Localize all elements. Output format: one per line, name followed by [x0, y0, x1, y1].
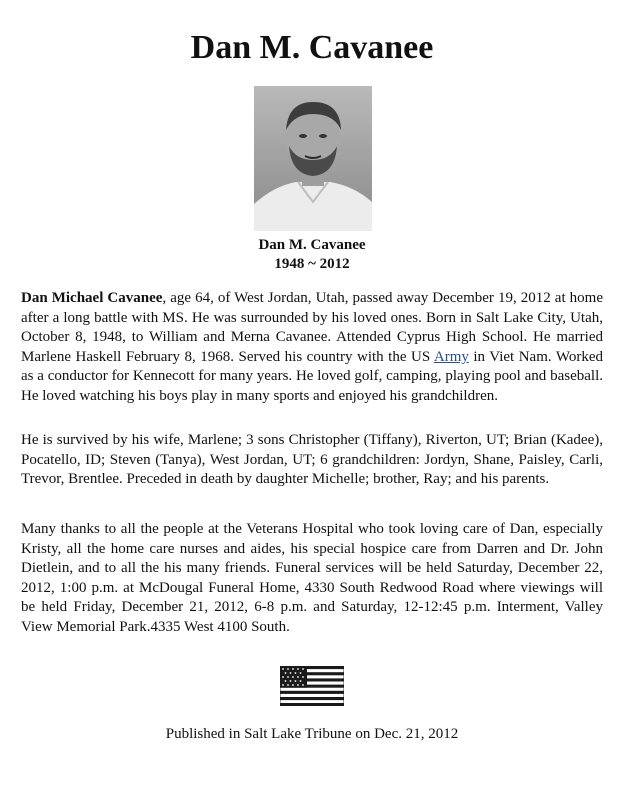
caption-years: 1948 ~ 2012: [274, 256, 350, 272]
army-link[interactable]: Army: [433, 348, 469, 365]
page-title: Dan M. Cavanee: [190, 29, 434, 66]
publication-note: Published in Salt Lake Tribune on Dec. 21, 2012: [165, 726, 459, 742]
photo-caption: [0, 236, 624, 274]
american-flag-icon: [280, 666, 344, 706]
obituary-paragraph-1: [21, 289, 603, 407]
paragraph-1-text-a: , age 64, of West Jordan, Utah, passed away December 19, 2012 at home after a long battle with MS. He was surrounded by his loved ones. Born in Salt Lake City, Utah, October 8, 1948, to William and Merna Cavanee. Attended Cyprus High School. He married Marlene Haskell February 8, 1968. Served his country with the US: [21, 290, 603, 365]
paragraph-1-text-b: in Viet Nam. Worked as a conductor for Kennecott for many years. He loved golf, camping, playing pool and baseball. He loved watching his boys play in many sports and enjoyed his grandchildren.: [21, 348, 603, 404]
deceased-full-name: Dan Michael Cavanee: [21, 290, 163, 306]
obituary-paragraph-2: He is survived by his wife, Marlene; 3 sons Christopher (Tiffany), Riverton, UT; Brian (Kadee), Pocatello, ID; Steven (Tanya), West Jordan, UT; 6 grandchildren: Jordyn, Shane, Paisley, Carli, Trevor, Brentlee. Preceded in death by daughter Michelle; brother, Ray; and his parents.: [21, 432, 603, 488]
caption-name: Dan M. Cavanee: [258, 237, 366, 253]
portrait-photo: [254, 86, 372, 231]
obituary-paragraph-3: Many thanks to all the people at the Veterans Hospital who took loving care of Dan, especially Kristy, all the home care nurses and aides, his special hospice care from Darren and Dr. John Dietlein, and to all the his many friends. Funeral services will be held Saturday, December 22, 2012, 1:00 p.m. at McDougal Funeral Home, 4330 South Redwood Road where viewings will be held Friday, December 21, 2012, 6-8 p.m. and Saturday, 12-12:45 p.m. Interment, Valley View Memorial Park.4335 West 4100 South.: [21, 521, 603, 635]
